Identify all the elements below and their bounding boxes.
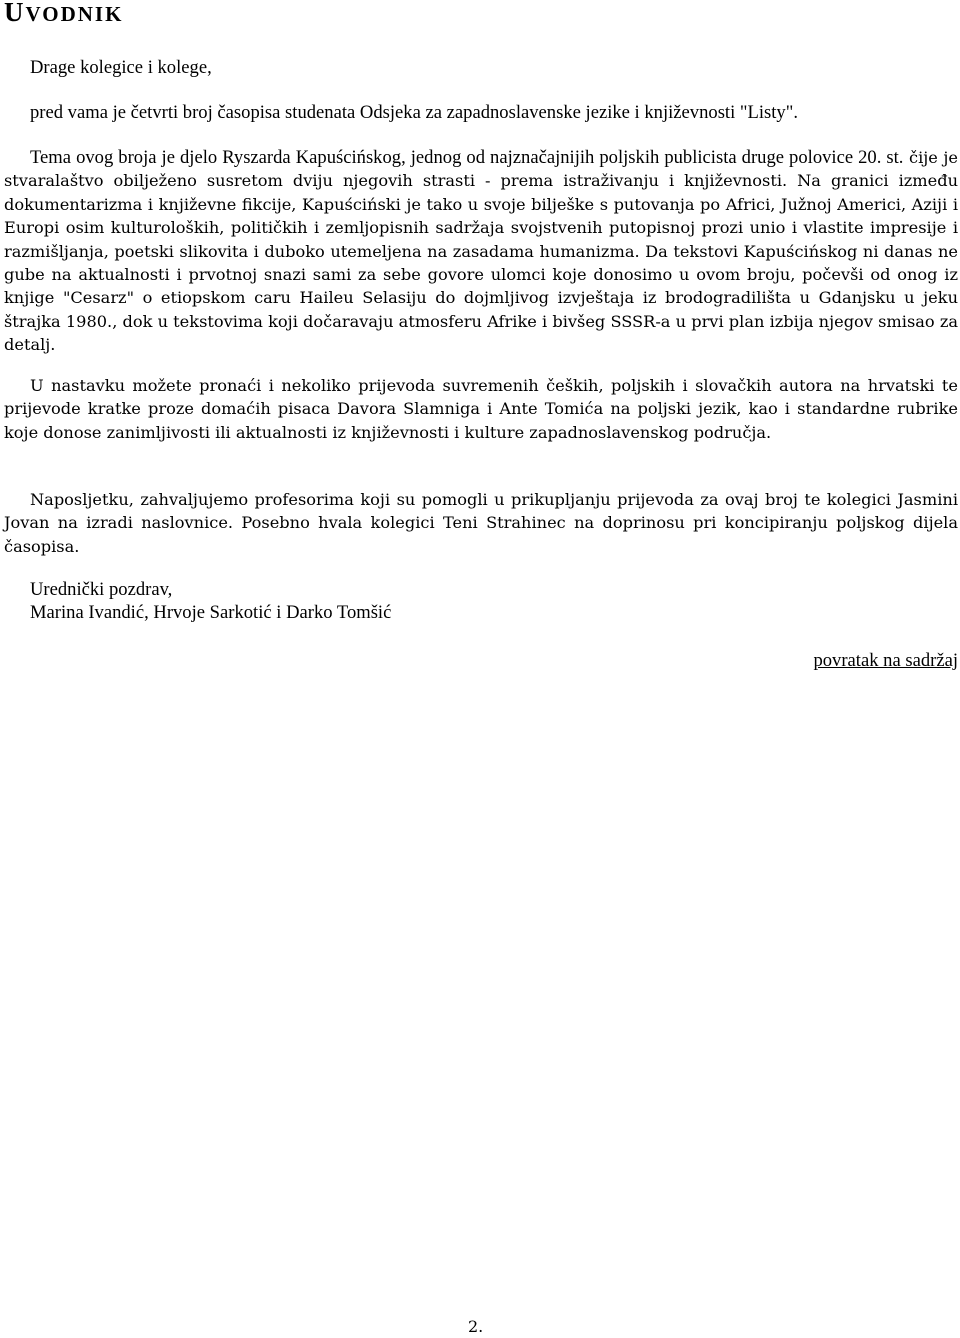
greeting-line: Drage kolegice i kolege, xyxy=(30,57,212,78)
theme-paragraph-rest: čije je stvaralaštvo obilježeno susretom dviju njegovih strasti - prema istraživanju i književnosti. Na granici između dokumentarizma i književne fikcije, Kapuściński je tako u svoje bilješke s putovanja po Africi, Južnoj Americi, Aziji i Europi osim kulturoloških, političkih i zemljopisnih sadržaja svojstvenih putopisnoj prozi unio i vlastite impresije i razmišljanja, poetski slikovita i duboko utemeljena na zasadama humanizma. Da tekstovi Kapuścińskog ni danas ne gube na aktualnosti i prvotnoj snazi sami za sebe govore ulomci koje donosimo u ovom broju, počevši od onog iz knjige "Cesarz" o etiopskom caru Haileu Selasiju do dojmljivog izvještaja iz brodogradilišta u Gdanjsku u jeku štrajka 1980., dok u tekstovima koji dočaravaju atmosferu Afrike i bivšeg SSSR-a u prvi plan izbija njegov smisao za detalj. xyxy=(4,148,958,355)
title-initial: U xyxy=(4,0,26,27)
acknowledgements-paragraph: Naposljetku, zahvaljujemo profesorima koji su pomogli u prikupljanju prijevoda za ovaj broj te kolegici Jasmini Jovan na izradi naslovnice. Posebno hvala kolegici Teni Strahinec na doprinosu pri koncipiranju poljskog dijela časopisa. xyxy=(4,490,958,556)
page-title xyxy=(4,0,123,30)
title-rest: VODNIK xyxy=(25,2,124,26)
back-to-contents-link[interactable]: povratak na sadržaj xyxy=(813,650,958,671)
closing-line: Urednički pozdrav, xyxy=(30,579,173,600)
theme-paragraph xyxy=(4,146,958,357)
editor-names: Marina Ivandić, Hrvoje Sarkotić i Darko Tomšić xyxy=(30,602,392,623)
page-number: 2. xyxy=(468,1317,484,1336)
intro-paragraph: pred vama je četvrti broj časopisa studenata Odsjeka za zapadnoslavenske jezike i književnosti "Listy". xyxy=(30,102,798,123)
theme-paragraph-start: Tema ovog broja je djelo Ryszarda Kapuścińskog, jednog od najznačajnijih poljskih publicista druge polovice 20. st. xyxy=(30,147,904,168)
continuation-paragraph: U nastavku možete pronaći i nekoliko prijevoda suvremenih čeških, poljskih i slovačkih autora na hrvatski te prijevode kratke proze domaćih pisaca Davora Slamniga i Ante Tomića na poljski jezik, kao i standardne rubrike koje donose zanimljivosti ili aktualnosti iz književnosti i kulture zapadnoslavenskog područja. xyxy=(4,376,958,442)
